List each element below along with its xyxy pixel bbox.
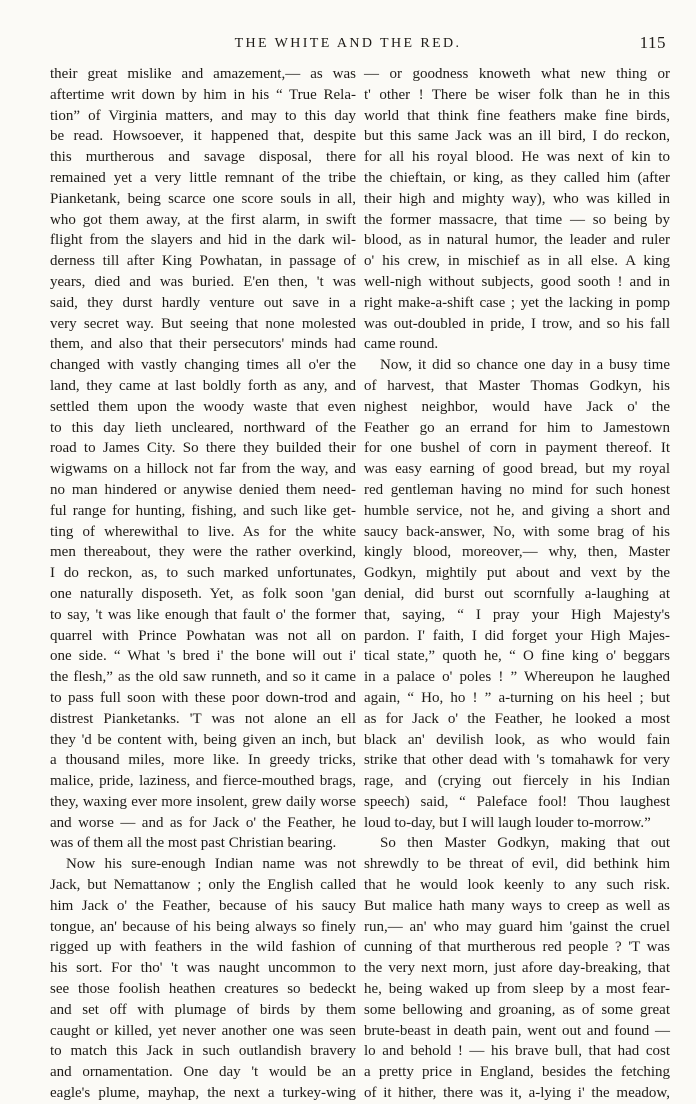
text-line: I do reckon, as, to such marked unfortunates,	[50, 565, 356, 582]
text-line: Jack, but Nemattanow ; only the English called	[50, 877, 356, 894]
text-line: of harvest, that Master Thomas Godkyn, his	[364, 377, 670, 394]
text-line: shrewdly to be threat of evil, did bethink him	[364, 856, 670, 873]
text-line: who got them away, at the first alarm, in swift	[50, 211, 356, 228]
text-line: their high and mighty way), who was killed in	[364, 190, 670, 207]
page-number: 115	[639, 33, 666, 52]
text-line: their great mislike and amazement,— as was	[50, 66, 356, 82]
text-line: So then Master Godkyn, making that out	[380, 835, 670, 852]
text-line: Now his sure-enough Indian name was not	[66, 856, 356, 873]
text-line: his sort. For tho' 't was naught uncommon to	[50, 960, 356, 977]
text-line: quarrel with Prince Powhatan was not all on	[50, 627, 356, 644]
text-line: see those foolish heathen creatures so bedeckt	[50, 981, 356, 998]
text-line: a thousand miles, more like. In greedy tricks,	[50, 752, 356, 769]
text-line: blood, as in natural humor, the leader and ruler	[364, 232, 670, 249]
text-line: changed with vastly changing times all o'er the	[50, 357, 356, 374]
text-line: again, “ Ho, ho ! ” a-turning on his heel ; but	[364, 689, 670, 706]
text-line: settled them upon the woody waste that even	[50, 398, 356, 415]
text-line: very secret way. But seeing that none molested	[50, 315, 356, 332]
text-line: — or goodness knoweth what new thing or	[364, 66, 670, 82]
text-line: a pretty price in England, besides the fetching	[364, 1064, 670, 1081]
text-line: him Jack o' the Feather, because of his saucy	[50, 897, 356, 914]
text-line: the chieftain, or king, as they called him (after	[364, 169, 670, 186]
text-line: saucy back-answer, No, with some brag of his	[364, 523, 670, 540]
text-line: world that think fine feathers make fine birds,	[364, 107, 670, 124]
text-line: cunning of that murtherous red people ? 'T was	[364, 939, 670, 956]
text-line: ting of wherewithal to live. As for the white	[50, 523, 356, 540]
text-line: But malice hath many ways to creep as well as	[364, 897, 670, 914]
text-line: brute-beast in death pain, went out and found —	[364, 1022, 670, 1039]
text-line: of it hither, there was it, a-lying i' the meadow,	[364, 1085, 670, 1102]
text-line: to pass full soon with these poor down-trod and	[50, 689, 356, 706]
text-line: as for Jack o' the Feather, he looked a most	[364, 710, 670, 727]
text-line: came round.	[364, 336, 439, 353]
text-line: speech) said, “ Paleface fool! Thou laughest	[364, 793, 670, 810]
text-line: land, they came at last boldly forth as any, and	[50, 377, 356, 394]
text-line: black an' devilish look, as who would fain	[364, 731, 670, 748]
left-text-column	[50, 64, 356, 1102]
text-line: the flesh,” as the old saw runneth, and so it came	[50, 669, 356, 686]
text-line: eagle's plume, mayhap, the next a turkey-wing	[50, 1085, 356, 1102]
text-line: was easy earning of good bread, but my royal	[364, 461, 670, 478]
text-line: one side. “ What 's bred i' the bone will out i'	[50, 648, 356, 665]
text-line: Pianketank, being scarce one score souls in all,	[50, 190, 356, 207]
text-line: they 'd be content with, being given an inch, but	[50, 731, 356, 748]
text-line: Now, it did so chance one day in a busy time	[380, 357, 670, 374]
text-line: aftertime writ down by him in his “ True Rela-	[50, 86, 356, 103]
text-line: rage, and (crying out fiercely in his Indian	[364, 773, 670, 790]
running-title: THE WHITE AND THE RED.	[234, 36, 462, 51]
text-line: rigged up with feathers in the wild fashion of	[50, 939, 356, 956]
right-text-column	[364, 64, 670, 1102]
text-line: for all his royal blood. He was next of kin to	[364, 149, 670, 166]
text-line: that he would look keenly to any such risk.	[364, 877, 670, 894]
text-line: some bellowing and groaning, as of some great	[364, 1001, 670, 1018]
text-line: kingly blood, moreover,— why, then, Master	[364, 544, 670, 561]
text-line: for one bushel of corn in payment thereof. It	[364, 440, 670, 457]
text-line: men thereabout, they were the rather overkind,	[50, 544, 356, 561]
text-line: that, saying, “ I pray your High Majesty's	[364, 606, 670, 623]
text-line: t' other ! There be wiser folk than he in this	[364, 86, 670, 103]
text-line: malice, pride, laziness, and fierce-mouthed brags,	[50, 773, 356, 790]
text-line: Godkyn, mightily put about and vext by the	[364, 565, 670, 582]
text-line: o' his crew, in mischief as in all else. A king	[364, 253, 670, 270]
text-line: said, they durst hardly venture out save in a	[50, 294, 356, 311]
text-line: the very next morn, just afore day-breaking, that	[364, 960, 670, 977]
text-line: tion” of Virginia matters, and may to this day	[50, 107, 356, 124]
text-line: was of them all the most past Christian bearing.	[50, 835, 337, 852]
text-line: be read. Howsoever, it happened that, despite	[50, 128, 356, 145]
text-line: Feather go an errand for him to Jamestown	[364, 419, 670, 436]
text-line: to say, 't was like enough that fault o' the former	[50, 606, 356, 623]
text-line: tongue, an' because of his being always so finely	[50, 918, 356, 935]
text-line: pardon. I' faith, I did forget your High Majes-	[364, 627, 670, 644]
text-line: and ornamentation. One day 't would be an	[50, 1064, 356, 1081]
text-line: they, waxing ever more insolent, grew daily worse	[50, 793, 356, 810]
text-line: was out-doubled in pride, I trow, and so his fall	[364, 315, 670, 332]
text-line: to match this Jack in such outlandish bravery	[50, 1043, 356, 1060]
text-line: humble service, not he, and giving a short and	[364, 502, 670, 519]
text-line: to this day lieth uncleared, northward of the	[50, 419, 356, 436]
text-line: loud to-day, but I will laugh louder to-morrow.”	[364, 814, 651, 831]
text-line: no man hindered or anywise denied them need-	[50, 481, 356, 498]
text-line: one naturally disposeth. Yet, as folk soon 'gan	[50, 585, 356, 602]
text-line: distrest Pianketanks. 'T was not alone an ell	[50, 710, 356, 727]
text-line: years, died and was buried. E'en then, 't was	[50, 273, 356, 290]
text-line: red gentleman having no mind for such honest	[364, 481, 670, 498]
text-line: run,— an' who may guard him 'gainst the cruel	[364, 918, 670, 935]
text-line: tical state,” quoth he, “ O fine king o' beggars	[364, 648, 670, 665]
text-line: ful range for hunting, fishing, and such like get-	[50, 502, 356, 519]
text-line: in a palace o' poles ! ” Whereupon he laughed	[364, 669, 670, 686]
text-line: strike that other dead with 's tomahawk for very	[364, 752, 670, 769]
text-line: and worse — and as for Jack o' the Feather, he	[50, 814, 356, 831]
text-line: lo and behold ! — his brave bull, that had cost	[364, 1043, 670, 1060]
text-line: the former massacre, that time — so being by	[364, 211, 670, 228]
text-line: right make-a-shift case ; yet the lacking in pomp	[364, 294, 670, 311]
text-line: them, and also that their persecutors' minds had	[50, 336, 356, 353]
text-line: road to James City. So there they builded their	[50, 440, 356, 457]
text-line: remained yet a very little remnant of the tribe	[50, 169, 356, 186]
text-line: he, being waked up from sleep by a most fear-	[364, 981, 670, 998]
text-line: flight from the slayers and hid in the dark wil-	[50, 232, 356, 249]
text-line: well-nigh without subjects, good sooth ! and in	[364, 273, 670, 290]
text-line: this murtherous and savage disposal, there	[50, 149, 356, 166]
text-line: denial, did burst out scornfully a-laughing at	[364, 585, 670, 602]
text-line: derness till after King Powhatan, in passage of	[50, 253, 356, 270]
text-line: nighest neighbor, would have Jack o' the	[364, 398, 670, 415]
text-line: caught or killed, yet never another one was seen	[50, 1022, 356, 1039]
text-line: but this same Jack was an ill bird, I do reckon,	[364, 128, 670, 145]
text-line: wigwams on a hillock not far from the way, and	[50, 461, 356, 478]
text-line: and set off with plumage of birds by them	[50, 1001, 356, 1018]
page-header	[0, 33, 696, 57]
